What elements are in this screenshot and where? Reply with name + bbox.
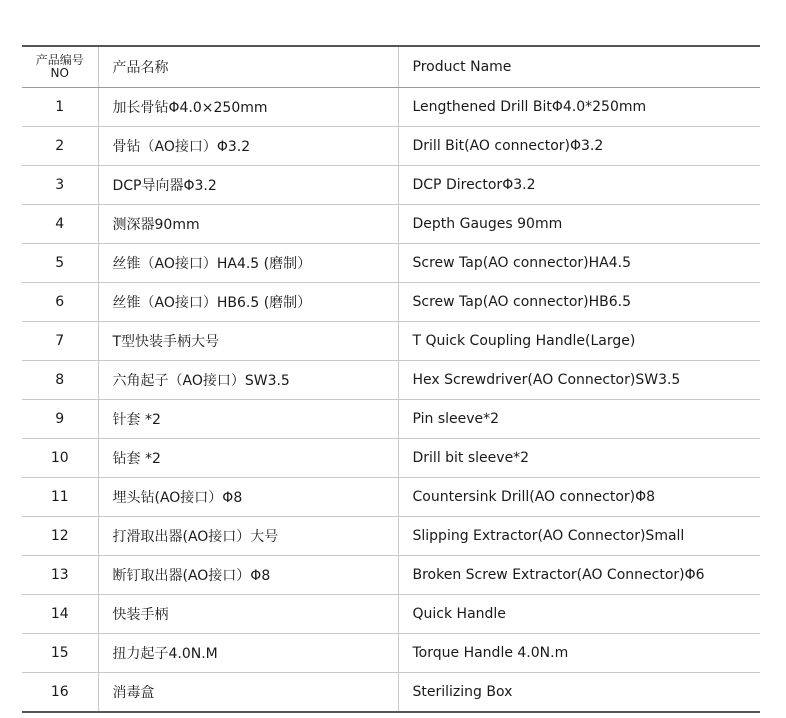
row-name-en: Broken Screw Extractor(AO Connector)Φ6 — [398, 556, 760, 595]
table-row — [22, 400, 760, 439]
row-name-cn: DCP导向器Φ3.2 — [98, 166, 398, 205]
row-name-en: Quick Handle — [398, 595, 760, 634]
row-number: 16 — [22, 673, 98, 713]
row-name-cn: 骨钻（AO接口）Φ3.2 — [98, 127, 398, 166]
table-row — [22, 322, 760, 361]
row-name-en: Pin sleeve*2 — [398, 400, 760, 439]
table-row — [22, 88, 760, 127]
row-name-cn: 快装手柄 — [98, 595, 398, 634]
row-number: 5 — [22, 244, 98, 283]
header-product-number-cn: 产品编号 — [35, 53, 84, 67]
row-name-cn: 针套 *2 — [98, 400, 398, 439]
row-number: 10 — [22, 439, 98, 478]
product-list-sheet — [22, 45, 760, 713]
row-number: 13 — [22, 556, 98, 595]
header-product-number — [22, 46, 98, 88]
row-name-cn: 断钉取出器(AO接口）Φ8 — [98, 556, 398, 595]
row-number: 3 — [22, 166, 98, 205]
row-number: 9 — [22, 400, 98, 439]
row-name-cn: 测深器90mm — [98, 205, 398, 244]
row-name-cn: 加长骨钻Φ4.0×250mm — [98, 88, 398, 127]
row-name-cn: 埋头钻(AO接口）Φ8 — [98, 478, 398, 517]
product-table — [22, 45, 760, 713]
row-number: 11 — [22, 478, 98, 517]
row-number: 7 — [22, 322, 98, 361]
table-row — [22, 127, 760, 166]
row-number: 2 — [22, 127, 98, 166]
row-name-en: Torque Handle 4.0N.m — [398, 634, 760, 673]
table-row — [22, 478, 760, 517]
row-name-cn: 消毒盒 — [98, 673, 398, 713]
row-name-en: DCP DirectorΦ3.2 — [398, 166, 760, 205]
header-product-name-en: Product Name — [398, 46, 760, 88]
row-name-cn: 丝锥（AO接口）HA4.5 (磨制） — [98, 244, 398, 283]
row-name-cn: 丝锥（AO接口）HB6.5 (磨制） — [98, 283, 398, 322]
row-name-en: Depth Gauges 90mm — [398, 205, 760, 244]
row-number: 1 — [22, 88, 98, 127]
table-row — [22, 361, 760, 400]
row-number: 6 — [22, 283, 98, 322]
row-name-en: Screw Tap(AO connector)HA4.5 — [398, 244, 760, 283]
row-name-en: Slipping Extractor(AO Connector)Small — [398, 517, 760, 556]
table-row — [22, 205, 760, 244]
header-product-name-cn: 产品名称 — [98, 46, 398, 88]
row-name-en: Sterilizing Box — [398, 673, 760, 713]
row-name-en: Lengthened Drill BitΦ4.0*250mm — [398, 88, 760, 127]
table-row — [22, 439, 760, 478]
row-number: 15 — [22, 634, 98, 673]
row-number: 14 — [22, 595, 98, 634]
table-row — [22, 595, 760, 634]
row-name-en: Screw Tap(AO connector)HB6.5 — [398, 283, 760, 322]
row-name-en: Hex Screwdriver(AO Connector)SW3.5 — [398, 361, 760, 400]
table-row — [22, 634, 760, 673]
table-row — [22, 283, 760, 322]
header-product-number-en: NO — [50, 66, 69, 80]
table-row — [22, 166, 760, 205]
row-number: 8 — [22, 361, 98, 400]
row-name-en: Drill bit sleeve*2 — [398, 439, 760, 478]
row-number: 12 — [22, 517, 98, 556]
row-number: 4 — [22, 205, 98, 244]
row-name-cn: T型快装手柄大号 — [98, 322, 398, 361]
row-name-en: T Quick Coupling Handle(Large) — [398, 322, 760, 361]
table-row — [22, 556, 760, 595]
row-name-cn: 六角起子（AO接口）SW3.5 — [98, 361, 398, 400]
row-name-en: Drill Bit(AO connector)Φ3.2 — [398, 127, 760, 166]
row-name-cn: 扭力起子4.0N.M — [98, 634, 398, 673]
table-row — [22, 244, 760, 283]
table-row — [22, 673, 760, 713]
table-header-row — [22, 46, 760, 88]
row-name-en: Countersink Drill(AO connector)Φ8 — [398, 478, 760, 517]
table-row — [22, 517, 760, 556]
row-name-cn: 钻套 *2 — [98, 439, 398, 478]
row-name-cn: 打滑取出器(AO接口）大号 — [98, 517, 398, 556]
